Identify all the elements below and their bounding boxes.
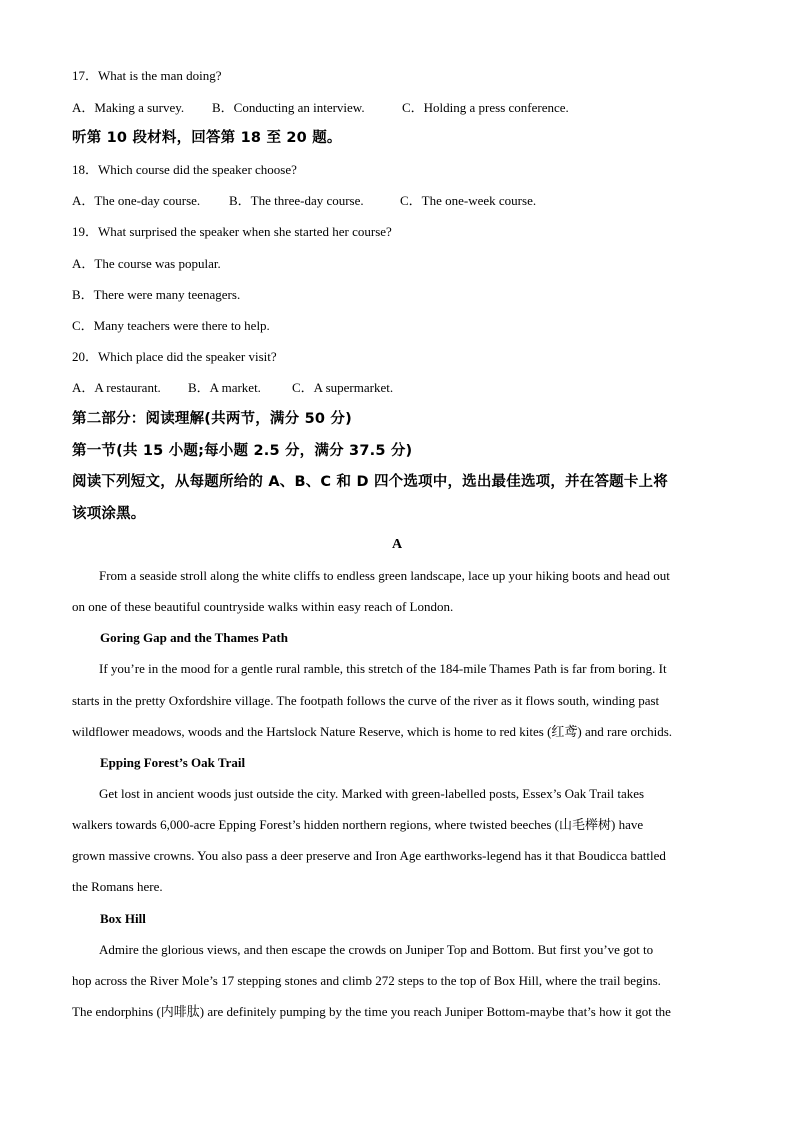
boxhill-line-1: Admire the glorious views, and then escape the crowds on Juniper Top and Bottom. But first you’ve got to [99,942,654,957]
goring-line-3: wildflower meadows, woods and the Hartslock Nature Reserve, which is home to red kites (红鸢) and rare orchids. [72,724,672,739]
epping-line-4: the Romans here. [72,879,163,894]
intro-line-1: From a seaside stroll along the white cliffs to endless green landscape, lace up your hiking boots and head out [99,568,670,583]
section-10-heading: 听第 10 段材料，回答第 18 至 20 题。 [72,130,342,146]
epping-heading: Epping Forest’s Oak Trail [100,755,246,770]
question-17: 17．What is the man doing? [72,68,222,83]
option-20-c: C．A supermarket. [292,380,394,395]
boxhill-line-2: hop across the River Mole’s 17 stepping stones and climb 272 steps to the top of Box Hill, where the trail begins. [72,973,661,988]
option-19-a: A．The course was popular. [72,256,221,271]
epping-line-1: Get lost in ancient woods just outside the city. Marked with green-labelled posts, Essex’s Oak Trail takes [99,786,645,801]
question-19: 19．What surprised the speaker when she started her course? [72,224,392,239]
passage-label: A [391,537,403,552]
section-1-heading: 第一节(共 15 小题;每小题 2.5 分，满分 37.5 分) [72,443,413,459]
question-20: 20．Which place did the speaker visit? [72,349,277,364]
epping-line-2: walkers towards 6,000-acre Epping Forest’s hidden northern regions, where twisted beeches (山毛榉树) have [72,817,644,832]
goring-line-1: If you’re in the mood for a gentle rural ramble, this stretch of the 184-mile Thames Path is far from boring. It [99,661,667,676]
instructions-line-1: 阅读下列短文，从每题所给的 A、B、C 和 D 四个选项中，选出最佳选项，并在答题卡上将 [72,474,668,490]
option-18-b: B．The three-day course. [229,193,364,208]
option-17-a: A．Making a survey. [72,100,185,115]
question-20-options [72,379,722,397]
option-20-a: A．A restaurant. [72,380,161,395]
option-17-c: C．Holding a press conference. [402,100,569,115]
epping-line-3: grown massive crowns. You also pass a deer preserve and Iron Age earthworks-legend has it that Boudicca battled [72,848,666,863]
intro-line-2: on one of these beautiful countryside walks within easy reach of London. [72,599,454,614]
option-19-b: B．There were many teenagers. [72,287,241,302]
option-20-b: B．A market. [188,380,261,395]
goring-heading: Goring Gap and the Thames Path [100,630,288,645]
instructions-line-2: 该项涂黑。 [72,506,146,522]
question-18: 18．Which course did the speaker choose? [72,162,297,177]
goring-line-2: starts in the pretty Oxfordshire village. The footpath follows the curve of the river as it flows south, winding past [72,693,660,708]
boxhill-line-3: The endorphins (内啡肽) are definitely pumping by the time you reach Juniper Bottom-maybe that’s how it got the [72,1004,671,1019]
question-18-options [72,192,722,210]
option-19-c: C．Many teachers were there to help. [72,318,270,333]
option-17-b: B．Conducting an interview. [212,100,365,115]
option-18-a: A．The one-day course. [72,193,201,208]
question-17-options [72,99,722,117]
option-18-c: C．The one-week course. [400,193,537,208]
boxhill-heading: Box Hill [100,911,146,926]
part-2-heading: 第二部分：阅读理解(共两节，满分 50 分) [72,411,352,427]
